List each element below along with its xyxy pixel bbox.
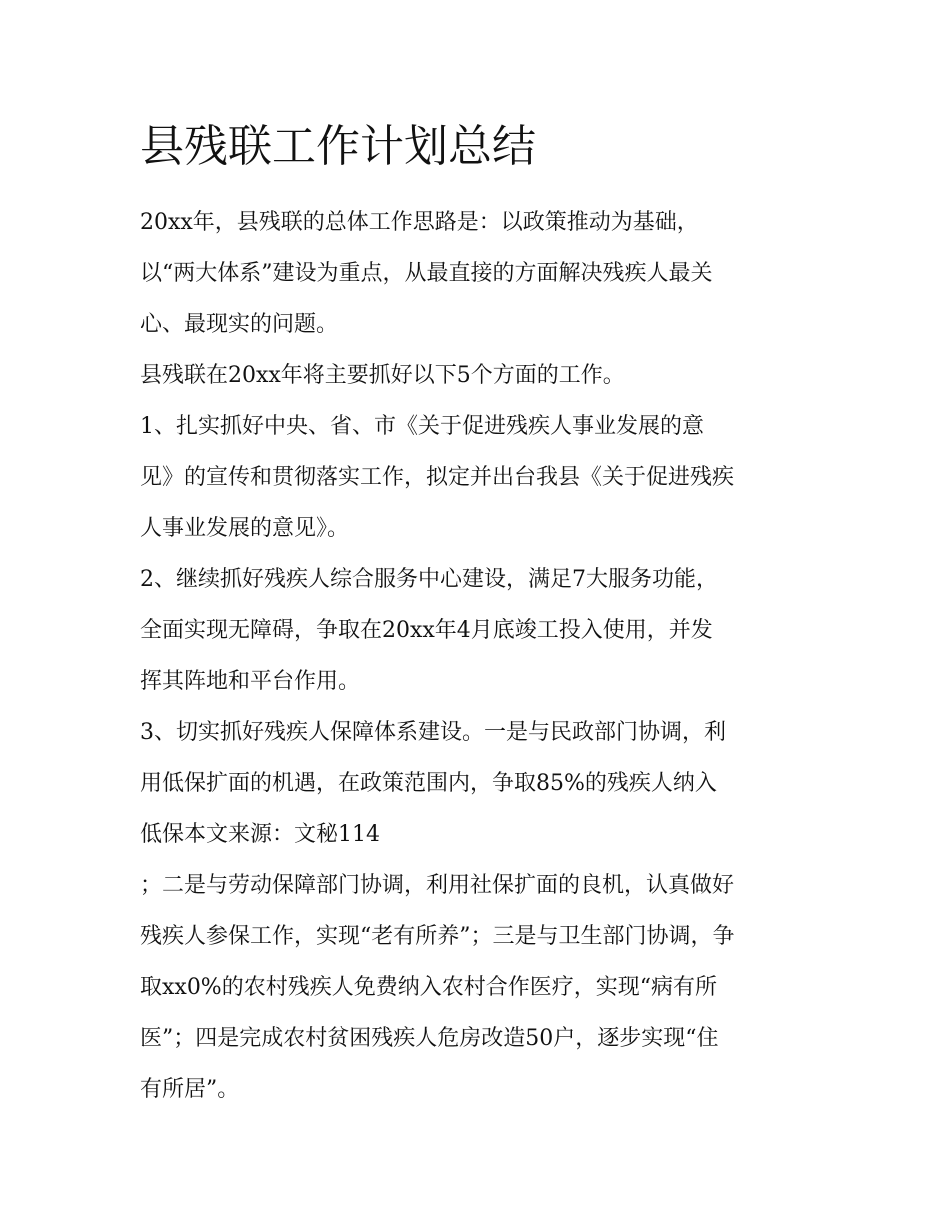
body-line: 县残联在20xx年将主要抓好以下5个方面的工作。 [140,363,625,388]
body-line: 全面实现无障碍，争取在20xx年4月底竣工投入使用，并发 [140,618,713,643]
body-line: 残疾人参保工作，实现“老有所养”；三是与卫生部门协调，争 [140,924,735,949]
body-line: 20xx年，县残联的总体工作思路是：以政策推动为基础， [140,210,699,235]
body-line: 2、继续抓好残疾人综合服务中心建设，满足7大服务功能， [140,567,718,592]
body-line: 3、切实抓好残疾人保障体系建设。一是与民政部门协调，利 [140,720,726,745]
body-line: 用低保扩面的机遇，在政策范围内，争取85%的残疾人纳入 [140,771,717,796]
document-body [140,201,830,1119]
body-line: 以“两大体系”建设为重点，从最直接的方面解决残疾人最关 [140,261,713,286]
body-line: ；二是与劳动保障部门协调，利用社保扩面的良机，认真做好 [140,873,735,898]
body-line: 心、最现实的问题。 [140,312,339,337]
body-line: 见》的宣传和贯彻落实工作，拟定并出台我县《关于促进残疾 [140,465,735,490]
body-line: 取xx0%的农村残疾人免费纳入农村合作医疗，实现“病有所 [140,975,717,1000]
body-line: 人事业发展的意见》。 [140,516,350,541]
document-title: 县残联工作计划总结 [140,121,536,172]
body-line: 低保本文来源：文秘114 [140,822,380,847]
body-line: 挥其阵地和平台作用。 [140,669,361,694]
body-line: 有所居”。 [140,1077,240,1102]
body-line: 1、扎实抓好中央、省、市《关于促进残疾人事业发展的意 [140,414,704,439]
body-line: 医”；四是完成农村贫困残疾人危房改造50户，逐步实现“住 [140,1026,719,1051]
